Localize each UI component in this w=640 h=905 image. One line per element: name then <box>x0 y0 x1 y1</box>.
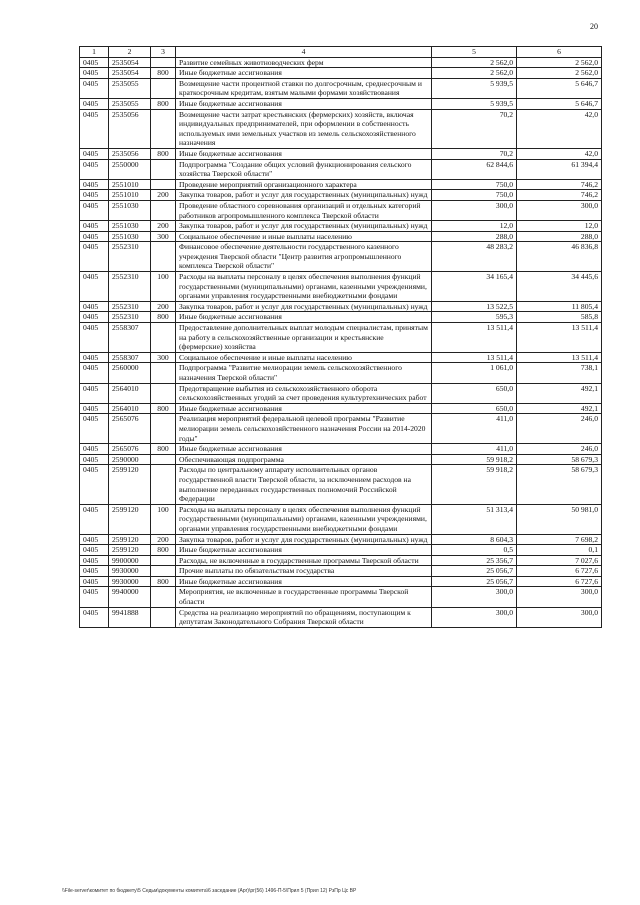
expense-type-cell: 100 <box>151 272 176 302</box>
expense-type-cell: 800 <box>151 576 176 587</box>
amount-col5-cell: 411,0 <box>432 414 517 444</box>
amount-col5-cell: 411,0 <box>432 444 517 455</box>
amount-col6-cell: 746,2 <box>517 179 602 190</box>
expense-type-cell <box>151 383 176 403</box>
amount-col6-cell: 42,0 <box>517 148 602 159</box>
table-row <box>80 148 602 159</box>
section-code-cell: 0405 <box>80 363 109 383</box>
item-name-cell: Проведение областного соревнования организаций и отдельных категорий работников агропромышленного комплекса Тверской области <box>176 200 432 220</box>
table-row <box>80 383 602 403</box>
item-name-cell: Закупка товаров, работ и услуг для государственных (муниципальных) нужд <box>176 221 432 232</box>
amount-col5-cell: 13 522,5 <box>432 301 517 312</box>
table-row <box>80 465 602 504</box>
item-name-cell: Закупка товаров, работ и услуг для государственных (муниципальных) нужд <box>176 190 432 201</box>
expense-type-cell <box>151 607 176 627</box>
amount-col6-cell: 300,0 <box>517 607 602 627</box>
amount-col5-cell: 300,0 <box>432 200 517 220</box>
amount-col6-cell: 2 562,0 <box>517 57 602 68</box>
amount-col5-cell: 1 061,0 <box>432 363 517 383</box>
amount-col5-cell: 25 056,7 <box>432 566 517 577</box>
amount-col5-cell: 288,0 <box>432 231 517 242</box>
amount-col5-cell: 59 918,2 <box>432 454 517 465</box>
header-col-4: 4 <box>176 47 432 58</box>
amount-col5-cell: 62 844,6 <box>432 159 517 179</box>
expense-type-cell <box>151 363 176 383</box>
header-col-5: 5 <box>432 47 517 58</box>
target-article-cell: 2552310 <box>109 242 151 272</box>
target-article-cell: 2551010 <box>109 179 151 190</box>
amount-col6-cell: 288,0 <box>517 231 602 242</box>
section-code-cell: 0405 <box>80 200 109 220</box>
target-article-cell: 2599120 <box>109 534 151 545</box>
table-row <box>80 179 602 190</box>
target-article-cell: 9930000 <box>109 566 151 577</box>
section-code-cell: 0405 <box>80 383 109 403</box>
target-article-cell: 2599120 <box>109 465 151 504</box>
item-name-cell: Подпрограмма "Создание общих условий функционирования сельского хозяйства Тверской области" <box>176 159 432 179</box>
target-article-cell: 2552310 <box>109 301 151 312</box>
table-row <box>80 301 602 312</box>
section-code-cell: 0405 <box>80 231 109 242</box>
target-article-cell: 2535056 <box>109 109 151 148</box>
target-article-cell: 2564010 <box>109 403 151 414</box>
item-name-cell: Закупка товаров, работ и услуг для государственных (муниципальных) нужд <box>176 301 432 312</box>
amount-col6-cell: 746,2 <box>517 190 602 201</box>
amount-col6-cell: 58 679,3 <box>517 465 602 504</box>
target-article-cell: 2535055 <box>109 78 151 98</box>
amount-col5-cell: 51 313,4 <box>432 504 517 534</box>
section-code-cell: 0405 <box>80 221 109 232</box>
amount-col6-cell: 50 981,0 <box>517 504 602 534</box>
table-row <box>80 231 602 242</box>
item-name-cell: Предоставление дополнительных выплат молодым специалистам, принятым на работу в сельскохозяйственные организации и крестьянские (фермерские) хозяйства <box>176 323 432 353</box>
expense-type-cell <box>151 57 176 68</box>
amount-col5-cell: 25 356,7 <box>432 555 517 566</box>
section-code-cell: 0405 <box>80 242 109 272</box>
item-name-cell: Иные бюджетные ассигнования <box>176 545 432 556</box>
item-name-cell: Иные бюджетные ассигнования <box>176 312 432 323</box>
page-number: 20 <box>590 22 598 31</box>
amount-col6-cell: 58 679,3 <box>517 454 602 465</box>
section-code-cell: 0405 <box>80 190 109 201</box>
amount-col6-cell: 492,1 <box>517 403 602 414</box>
amount-col6-cell: 5 646,7 <box>517 98 602 109</box>
table-row <box>80 363 602 383</box>
amount-col5-cell: 5 939,5 <box>432 78 517 98</box>
expense-type-cell: 800 <box>151 98 176 109</box>
expense-type-cell: 200 <box>151 190 176 201</box>
table-row <box>80 534 602 545</box>
amount-col5-cell: 48 283,2 <box>432 242 517 272</box>
section-code-cell: 0405 <box>80 403 109 414</box>
header-col-6: 6 <box>517 47 602 58</box>
amount-col5-cell: 25 056,7 <box>432 576 517 587</box>
expense-type-cell: 200 <box>151 301 176 312</box>
expense-type-cell <box>151 465 176 504</box>
target-article-cell: 2552310 <box>109 272 151 302</box>
section-code-cell: 0405 <box>80 159 109 179</box>
target-article-cell: 9940000 <box>109 587 151 607</box>
expense-type-cell <box>151 109 176 148</box>
table-row <box>80 555 602 566</box>
item-name-cell: Возмещение части процентной ставки по долгосрочным, среднесрочным и краткосрочным кредитам, взятым малыми формами хозяйствования <box>176 78 432 98</box>
expense-type-cell: 200 <box>151 534 176 545</box>
target-article-cell: 9900000 <box>109 555 151 566</box>
section-code-cell: 0405 <box>80 68 109 79</box>
target-article-cell: 2551030 <box>109 221 151 232</box>
expense-type-cell <box>151 555 176 566</box>
item-name-cell: Расходы по центральному аппарату исполнительных органов государственной власти Тверской области, за исключением расходов на выполнение переданных государственных полномочий Российской Федерации <box>176 465 432 504</box>
amount-col6-cell: 738,1 <box>517 363 602 383</box>
section-code-cell: 0405 <box>80 414 109 444</box>
amount-col5-cell: 2 562,0 <box>432 57 517 68</box>
amount-col5-cell: 595,3 <box>432 312 517 323</box>
expense-type-cell: 800 <box>151 148 176 159</box>
section-code-cell: 0405 <box>80 576 109 587</box>
amount-col6-cell: 2 562,0 <box>517 68 602 79</box>
amount-col5-cell: 59 918,2 <box>432 465 517 504</box>
section-code-cell: 0405 <box>80 98 109 109</box>
item-name-cell: Подпрограмма "Развитие мелиорации земель сельскохозяйственного назначения Тверской области" <box>176 363 432 383</box>
amount-col6-cell: 6 727,6 <box>517 566 602 577</box>
expense-type-cell <box>151 78 176 98</box>
amount-col6-cell: 13 511,4 <box>517 352 602 363</box>
item-name-cell: Расходы на выплаты персоналу в целях обеспечения выполнения функций государственными (муниципальными) органами, казенными учреждениями, органами управления государственными внебюджетными фондами <box>176 504 432 534</box>
section-code-cell: 0405 <box>80 566 109 577</box>
item-name-cell: Иные бюджетные ассигнования <box>176 403 432 414</box>
target-article-cell: 2535054 <box>109 68 151 79</box>
amount-col6-cell: 0,1 <box>517 545 602 556</box>
item-name-cell: Иные бюджетные ассигнования <box>176 98 432 109</box>
amount-col5-cell: 650,0 <box>432 383 517 403</box>
section-code-cell: 0405 <box>80 272 109 302</box>
target-article-cell: 9941888 <box>109 607 151 627</box>
table-row <box>80 200 602 220</box>
item-name-cell: Социальное обеспечение и иные выплаты населению <box>176 231 432 242</box>
item-name-cell: Иные бюджетные ассигнования <box>176 68 432 79</box>
amount-col6-cell: 11 805,4 <box>517 301 602 312</box>
table-row <box>80 159 602 179</box>
expense-type-cell: 100 <box>151 504 176 534</box>
target-article-cell: 2551010 <box>109 190 151 201</box>
amount-col5-cell: 300,0 <box>432 587 517 607</box>
table-row <box>80 312 602 323</box>
expense-type-cell <box>151 454 176 465</box>
section-code-cell: 0405 <box>80 109 109 148</box>
amount-col6-cell: 6 727,6 <box>517 576 602 587</box>
item-name-cell: Расходы, не включенные в государственные программы Тверской области <box>176 555 432 566</box>
table-row <box>80 566 602 577</box>
section-code-cell: 0405 <box>80 179 109 190</box>
target-article-cell: 2558307 <box>109 352 151 363</box>
item-name-cell: Мероприятия, не включенные в государственные программы Тверской области <box>176 587 432 607</box>
expense-type-cell: 300 <box>151 352 176 363</box>
target-article-cell: 2558307 <box>109 323 151 353</box>
amount-col5-cell: 0,5 <box>432 545 517 556</box>
item-name-cell: Иные бюджетные ассигнования <box>176 576 432 587</box>
item-name-cell: Развитие семейных животноводческих ферм <box>176 57 432 68</box>
target-article-cell: 2535055 <box>109 98 151 109</box>
expense-type-cell <box>151 159 176 179</box>
amount-col6-cell: 246,0 <box>517 444 602 455</box>
section-code-cell: 0405 <box>80 312 109 323</box>
amount-col6-cell: 7 027,6 <box>517 555 602 566</box>
amount-col6-cell: 5 646,7 <box>517 78 602 98</box>
table-row <box>80 414 602 444</box>
item-name-cell: Закупка товаров, работ и услуг для государственных (муниципальных) нужд <box>176 534 432 545</box>
amount-col5-cell: 5 939,5 <box>432 98 517 109</box>
section-code-cell: 0405 <box>80 534 109 545</box>
amount-col6-cell: 12,0 <box>517 221 602 232</box>
table-row <box>80 272 602 302</box>
amount-col5-cell: 70,2 <box>432 148 517 159</box>
amount-col5-cell: 12,0 <box>432 221 517 232</box>
section-code-cell: 0405 <box>80 504 109 534</box>
section-code-cell: 0405 <box>80 454 109 465</box>
target-article-cell: 2535054 <box>109 57 151 68</box>
target-article-cell: 2565076 <box>109 414 151 444</box>
table-row <box>80 57 602 68</box>
expense-type-cell: 800 <box>151 545 176 556</box>
budget-table <box>79 46 602 628</box>
section-code-cell: 0405 <box>80 607 109 627</box>
target-article-cell: 2590000 <box>109 454 151 465</box>
amount-col6-cell: 300,0 <box>517 587 602 607</box>
amount-col5-cell: 2 562,0 <box>432 68 517 79</box>
target-article-cell: 9930000 <box>109 576 151 587</box>
expense-type-cell: 800 <box>151 403 176 414</box>
table-row <box>80 109 602 148</box>
header-col-3: 3 <box>151 47 176 58</box>
section-code-cell: 0405 <box>80 57 109 68</box>
table-row <box>80 78 602 98</box>
table-row <box>80 323 602 353</box>
expense-type-cell: 800 <box>151 444 176 455</box>
amount-col6-cell: 34 445,6 <box>517 272 602 302</box>
item-name-cell: Проведение мероприятий организационного характера <box>176 179 432 190</box>
target-article-cell: 2564010 <box>109 383 151 403</box>
header-row <box>80 47 602 58</box>
expense-type-cell: 800 <box>151 312 176 323</box>
item-name-cell: Иные бюджетные ассигнования <box>176 444 432 455</box>
amount-col5-cell: 13 511,4 <box>432 323 517 353</box>
amount-col6-cell: 300,0 <box>517 200 602 220</box>
amount-col5-cell: 13 511,4 <box>432 352 517 363</box>
table-row <box>80 454 602 465</box>
amount-col5-cell: 300,0 <box>432 607 517 627</box>
target-article-cell: 2551030 <box>109 231 151 242</box>
target-article-cell: 2551030 <box>109 200 151 220</box>
amount-col6-cell: 246,0 <box>517 414 602 444</box>
amount-col6-cell: 585,8 <box>517 312 602 323</box>
table-row <box>80 98 602 109</box>
section-code-cell: 0405 <box>80 323 109 353</box>
item-name-cell: Средства на реализацию мероприятий по обращениям, поступающим к депутатам Законодательного Собрания Тверской области <box>176 607 432 627</box>
target-article-cell: 2550000 <box>109 159 151 179</box>
target-article-cell: 2599120 <box>109 545 151 556</box>
expense-type-cell: 800 <box>151 68 176 79</box>
amount-col6-cell: 61 394,4 <box>517 159 602 179</box>
item-name-cell: Иные бюджетные ассигнования <box>176 148 432 159</box>
section-code-cell: 0405 <box>80 78 109 98</box>
item-name-cell: Финансовое обеспечение деятельности государственного казенного учреждения Тверской области "Центр развития агропромышленного комплекса Тверской области" <box>176 242 432 272</box>
table-row <box>80 504 602 534</box>
section-code-cell: 0405 <box>80 148 109 159</box>
table-row <box>80 68 602 79</box>
section-code-cell: 0405 <box>80 352 109 363</box>
expense-type-cell: 200 <box>151 221 176 232</box>
item-name-cell: Реализация мероприятий федеральной целевой программы "Развитие мелиорации земель сельскохозяйственного назначения России на 2014-2020 годы" <box>176 414 432 444</box>
table-row <box>80 607 602 627</box>
item-name-cell: Социальное обеспечение и иные выплаты населению <box>176 352 432 363</box>
table-row <box>80 545 602 556</box>
section-code-cell: 0405 <box>80 545 109 556</box>
expense-type-cell <box>151 566 176 577</box>
item-name-cell: Возмещение части затрат крестьянских (фермерских) хозяйств, включая индивидуальных предпринимателей, при оформлении в собственность используемых ими земельных участков из земель сельскохозяйственного назначения <box>176 109 432 148</box>
item-name-cell: Расходы на выплаты персоналу в целях обеспечения выполнения функций государственными (муниципальными) органами, казенными учреждениями, органами управления государственными внебюджетными фондами <box>176 272 432 302</box>
table-row <box>80 242 602 272</box>
amount-col5-cell: 34 165,4 <box>432 272 517 302</box>
table-row <box>80 587 602 607</box>
amount-col6-cell: 46 836,8 <box>517 242 602 272</box>
item-name-cell: Обеспечивающая подпрограмма <box>176 454 432 465</box>
target-article-cell: 2552310 <box>109 312 151 323</box>
table-row <box>80 190 602 201</box>
expense-type-cell <box>151 587 176 607</box>
expense-type-cell <box>151 323 176 353</box>
target-article-cell: 2535056 <box>109 148 151 159</box>
amount-col6-cell: 7 698,2 <box>517 534 602 545</box>
section-code-cell: 0405 <box>80 465 109 504</box>
section-code-cell: 0405 <box>80 587 109 607</box>
header-col-2: 2 <box>109 47 151 58</box>
target-article-cell: 2565076 <box>109 444 151 455</box>
expense-type-cell: 300 <box>151 231 176 242</box>
target-article-cell: 2599120 <box>109 504 151 534</box>
amount-col5-cell: 8 604,3 <box>432 534 517 545</box>
amount-col5-cell: 70,2 <box>432 109 517 148</box>
amount-col5-cell: 750,0 <box>432 179 517 190</box>
amount-col5-cell: 750,0 <box>432 190 517 201</box>
section-code-cell: 0405 <box>80 301 109 312</box>
expense-type-cell <box>151 242 176 272</box>
expense-type-cell <box>151 179 176 190</box>
target-article-cell: 2560000 <box>109 363 151 383</box>
expense-type-cell <box>151 414 176 444</box>
table-body <box>80 57 602 627</box>
amount-col5-cell: 650,0 <box>432 403 517 414</box>
table-row <box>80 444 602 455</box>
table-row <box>80 403 602 414</box>
section-code-cell: 0405 <box>80 555 109 566</box>
amount-col6-cell: 42,0 <box>517 109 602 148</box>
table-row <box>80 352 602 363</box>
table-row <box>80 576 602 587</box>
expense-type-cell <box>151 200 176 220</box>
file-path-footer: \\File-server\комитет по бюджету\5 Седьм\документы комитета\6 заседание (Apr)\pr(56) 1496-П-5\Прил 5 (Прил 12) РзПр Цс ВР <box>62 888 357 894</box>
amount-col6-cell: 492,1 <box>517 383 602 403</box>
section-code-cell: 0405 <box>80 444 109 455</box>
item-name-cell: Предотвращение выбытия из сельскохозяйственного оборота сельскохозяйственных угодий за счет проведения культуртехнических работ <box>176 383 432 403</box>
table-row <box>80 221 602 232</box>
item-name-cell: Прочие выплаты по обязательствам государства <box>176 566 432 577</box>
header-col-1: 1 <box>80 47 109 58</box>
amount-col6-cell: 13 511,4 <box>517 323 602 353</box>
